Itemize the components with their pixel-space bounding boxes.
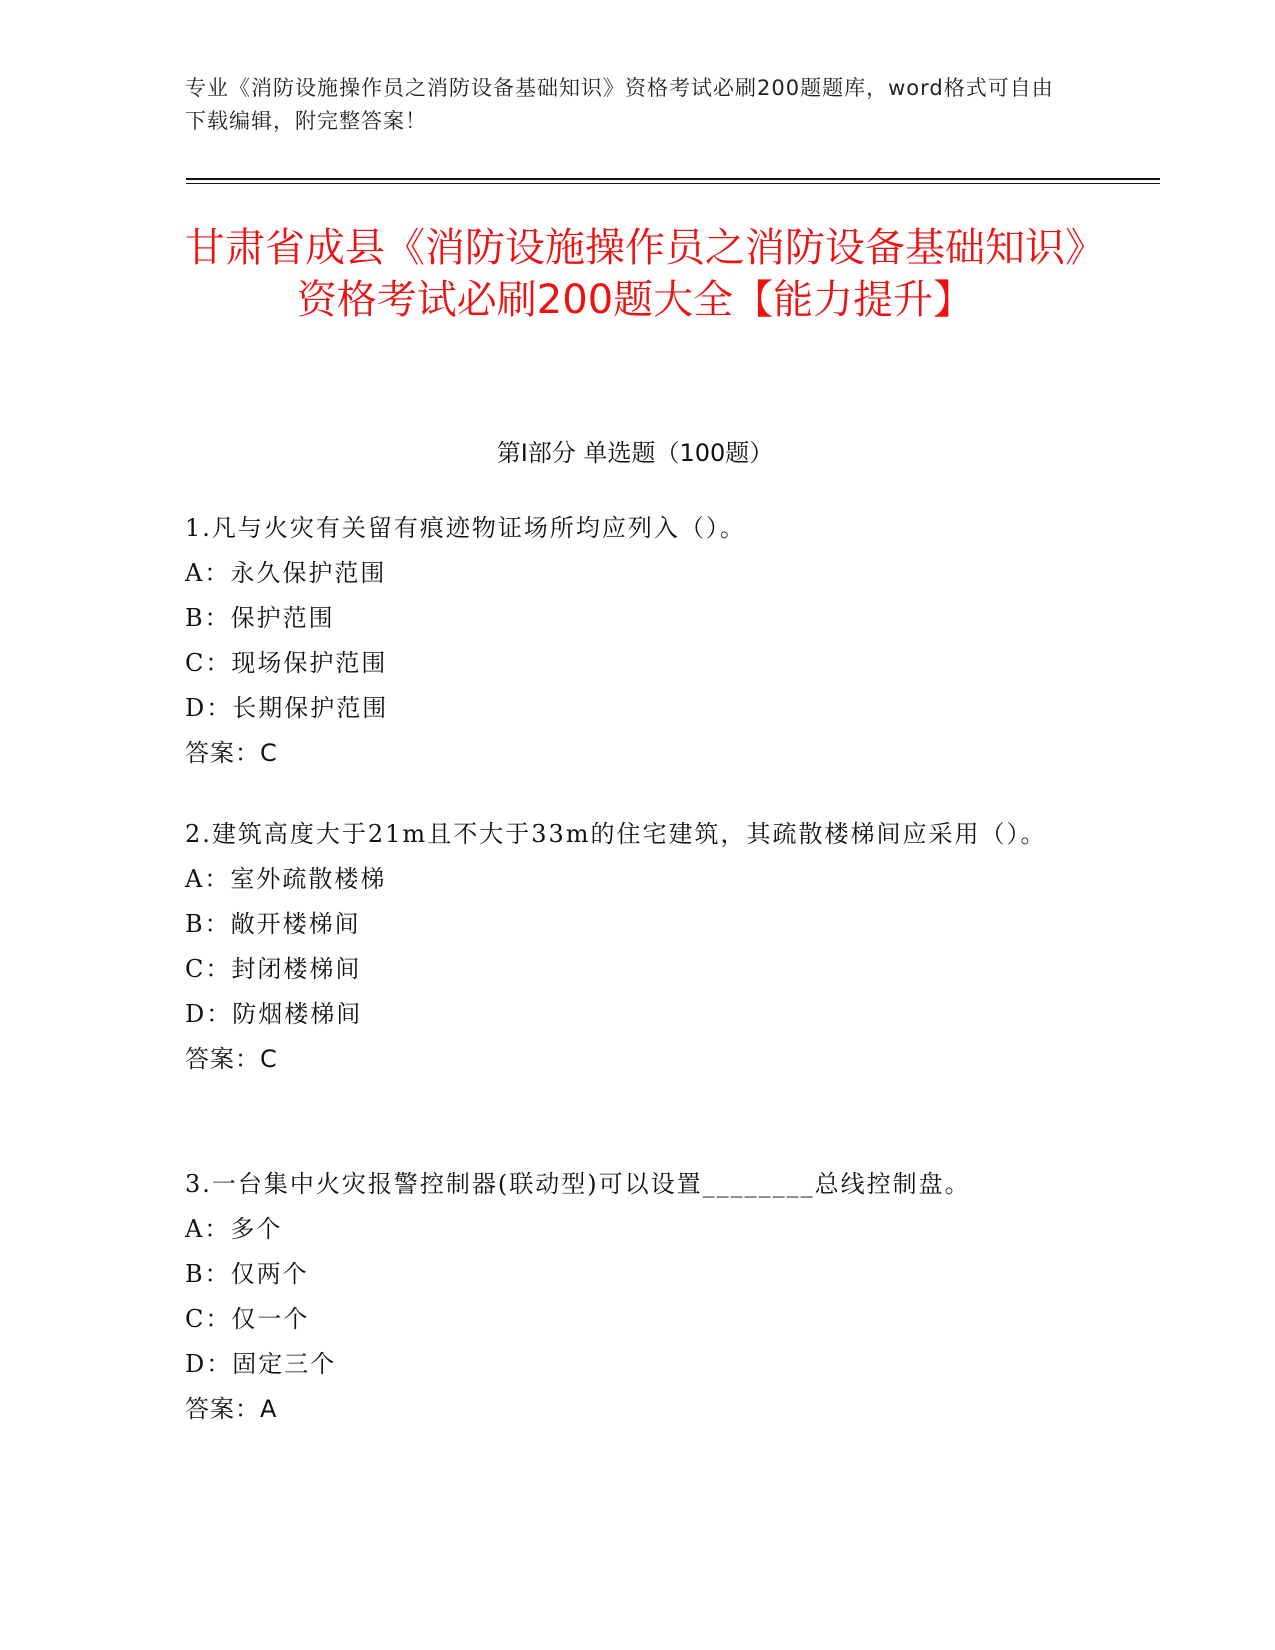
answer: 答案：A — [185, 1395, 278, 1423]
question-stem: 3.一台集中火灾报警控制器(联动型)可以设置________总线控制盘。 — [185, 1170, 971, 1198]
header-note: 专业《消防设施操作员之消防设备基础知识》资格考试必刷200题题库，word格式可自由下载编辑，附完整答案！ — [185, 76, 1054, 133]
option-c: C：仅一个 — [185, 1305, 310, 1333]
option-b: B：敞开楼梯间 — [185, 910, 361, 938]
answer: 答案：C — [185, 1045, 278, 1073]
section-heading: 第Ⅰ部分 单选题（100题） — [496, 439, 774, 467]
answer: 答案：C — [185, 739, 278, 767]
option-a: A：多个 — [185, 1215, 283, 1243]
option-a: A：室外疏散楼梯 — [185, 865, 387, 893]
question-2 — [185, 812, 1065, 1082]
option-c: C：封闭楼梯间 — [185, 955, 362, 983]
question-3 — [185, 1162, 1065, 1432]
header-divider-thick — [186, 178, 1160, 180]
header-divider-thin — [186, 183, 1160, 184]
document-title: 甘肃省成县《消防设施操作员之消防设备基础知识》资格考试必刷200题大全【能力提升】 — [185, 225, 1085, 323]
option-d: D：长期保护范围 — [185, 694, 389, 722]
option-c: C：现场保护范围 — [185, 649, 388, 677]
option-b: B：保护范围 — [185, 604, 335, 632]
question-stem: 2.建筑高度大于21m且不大于33m的住宅建筑，其疏散楼梯间应采用（）。 — [185, 820, 1047, 848]
option-d: D：防烟楼梯间 — [185, 1000, 363, 1028]
option-b: B：仅两个 — [185, 1260, 309, 1288]
option-a: A：永久保护范围 — [185, 559, 387, 587]
option-d: D：固定三个 — [185, 1350, 337, 1378]
question-1 — [185, 506, 1065, 776]
question-stem: 1.凡与火灾有关留有痕迹物证场所均应列入（）。 — [185, 514, 746, 542]
